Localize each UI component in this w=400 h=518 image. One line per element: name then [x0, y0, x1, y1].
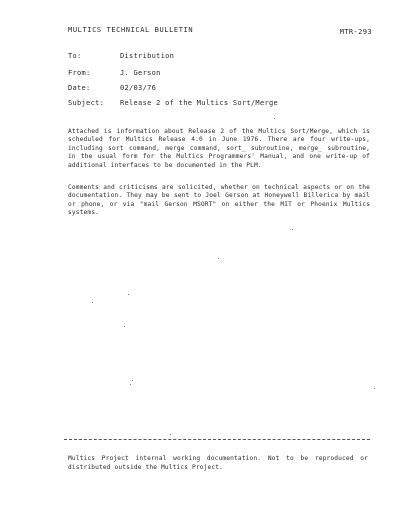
- scan-speck: [128, 294, 129, 295]
- memo-date: [68, 84, 156, 92]
- memo-to-label: To:: [68, 52, 82, 60]
- body-paragraph-2: Comments and criticisms are solicited, whether on technical aspects or on the documentation. They may be sent to Joel Gerson at Honeywell Billerica by mail or phone, or via "mail Gerson MSORT" on either the MIT or Phoenix Multics systems.: [68, 184, 370, 217]
- footer-divider: [64, 439, 370, 440]
- memo-date-label: Date:: [68, 84, 91, 92]
- scan-speck: [130, 384, 131, 385]
- scan-speck: [170, 434, 171, 435]
- memo-to-value: Distribution: [120, 52, 175, 60]
- memo-subject-value: Release 2 of the Multics Sort/Merge: [120, 99, 279, 107]
- scan-speck: [292, 229, 293, 230]
- body-paragraph-1: Attached is information about Release 2 of the Multics Sort/Merge, which is scheduled for Multics Release 4.0 in June 1976. There are four write-ups, including sort command, merge command, sort_ subroutine, merge_ subroutine, in the usual form for the Multics Programmers' Manual, and one write-up of additional interfaces to be documented in the PLM.: [68, 128, 370, 169]
- scan-speck: [124, 326, 125, 327]
- scan-speck: [274, 118, 275, 119]
- memo-from-value: J. Gerson: [120, 69, 161, 77]
- scan-speck: [92, 302, 93, 303]
- memo-subject: [68, 99, 278, 107]
- memo-subject-label: Subject:: [68, 99, 105, 107]
- scan-speck: [218, 258, 219, 259]
- memo-to: [68, 52, 174, 60]
- memo-date-value: 02/03/76: [120, 84, 157, 92]
- document-number: MTR-293: [339, 28, 372, 36]
- scan-speck: [374, 388, 375, 389]
- scan-speck: [132, 380, 133, 381]
- footer-notice: Multics Project internal working documentation. Not to be reproduced or distributed outside the Multics Project.: [68, 455, 368, 471]
- memo-from-label: From:: [68, 69, 91, 77]
- bulletin-title: MULTICS TECHNICAL BULLETIN: [68, 26, 194, 34]
- memo-from: [68, 69, 161, 77]
